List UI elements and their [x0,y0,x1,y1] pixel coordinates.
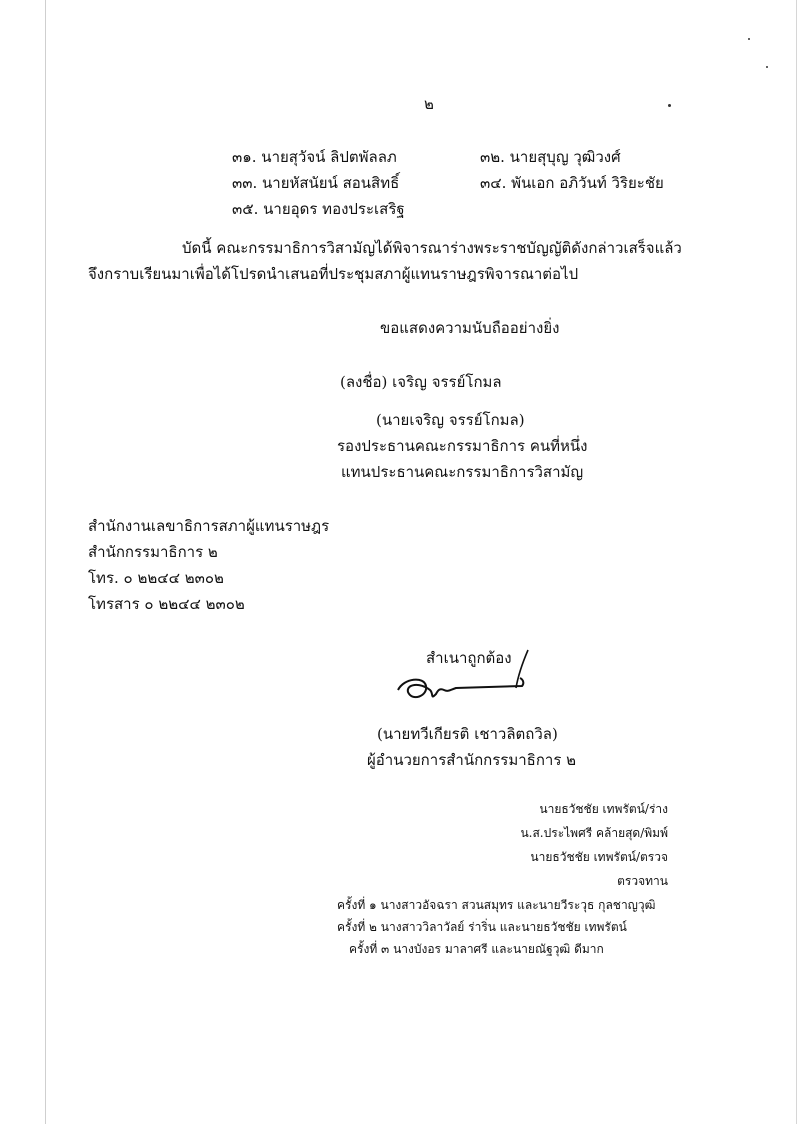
handwritten-signature [390,640,550,714]
staff-drafted: นายธวัชชัย เทพรัตน์/ร่าง [539,802,668,816]
scan-edge-left [45,0,46,1124]
certified-copy: สำเนาถูกต้อง [426,649,512,667]
member-item: ๓๔. พันเอก อภิวันท์ วิริยะชัย [480,174,664,192]
page-number: ๒ [424,95,434,113]
member-item: ๓๓. นายหัสนัยน์ สอนสิทธิ์ [232,174,400,192]
certifier-name: (นายทวีเกียรติ เชาวลิตถวิล) [377,725,558,743]
scan-speck [668,104,671,107]
review-entry: ครั้งที่ ๑ นางสาวอัจฉรา สวนสมุทร และนายวีระวุธ กุลชาญวุฒิ [337,898,656,912]
member-item: ๓๒. นายสุบุญ วุฒิวงศ์ [480,148,621,166]
member-item: ๓๕. นายอุดร ทองประเสริฐ [232,200,405,218]
body-line: บัดนี้ คณะกรรมาธิการวิสามัญได้พิจารณาร่างพระราชบัญญัติดังกล่าวเสร็จแล้ว [182,239,682,257]
member-item: ๓๑. นายสุวัจน์ ลิปตพัลลภ [232,148,397,166]
scan-speck [748,38,750,40]
staff-typed: น.ส.ประไพศรี คล้ายสุด/พิมพ์ [520,826,668,840]
signer-position: แทนประธานคณะกรรมาธิการวิสามัญ [341,463,584,481]
body-line: จึงกราบเรียนมาเพื่อได้โปรดนำเสนอที่ประชุมสภาผู้แทนราษฎรพิจารณาต่อไป [88,265,579,283]
signer-position: รองประธานคณะกรรมาธิการ คนที่หนึ่ง [337,437,588,455]
review-entry: ครั้งที่ ๓ นางบังอร มาลาศรี และนายณัฐวุฒิ ดีมาก [349,942,604,956]
review-entry: ครั้งที่ ๒ นางสาววิลาวัลย์ ร่าริ่น และนายธวัชชัย เทพรัตน์ [337,920,627,934]
scan-edge-right [796,0,797,1124]
office-bureau: สำนักกรรมาธิการ ๒ [88,543,218,561]
certifier-position: ผู้อำนวยการสำนักกรรมาธิการ ๒ [367,751,577,769]
signed-line: (ลงชื่อ) เจริญ จรรย์โกมล [340,373,502,391]
office-fax: โทรสาร ๐ ๒๒๔๔ ๒๓๐๒ [88,595,245,613]
scan-speck [766,66,768,68]
closing-text: ขอแสดงความนับถืออย่างยิ่ง [380,319,560,337]
office-phone: โทร. ๐ ๒๒๔๔ ๒๓๐๒ [88,569,224,587]
staff-checked: นายธวัชชัย เทพรัตน์/ตรวจ [530,850,668,864]
signer-name: (นายเจริญ จรรย์โกมล) [376,411,525,429]
review-label: ตรวจทาน [617,874,668,888]
office-name: สำนักงานเลขาธิการสภาผู้แทนราษฎร [88,517,330,535]
